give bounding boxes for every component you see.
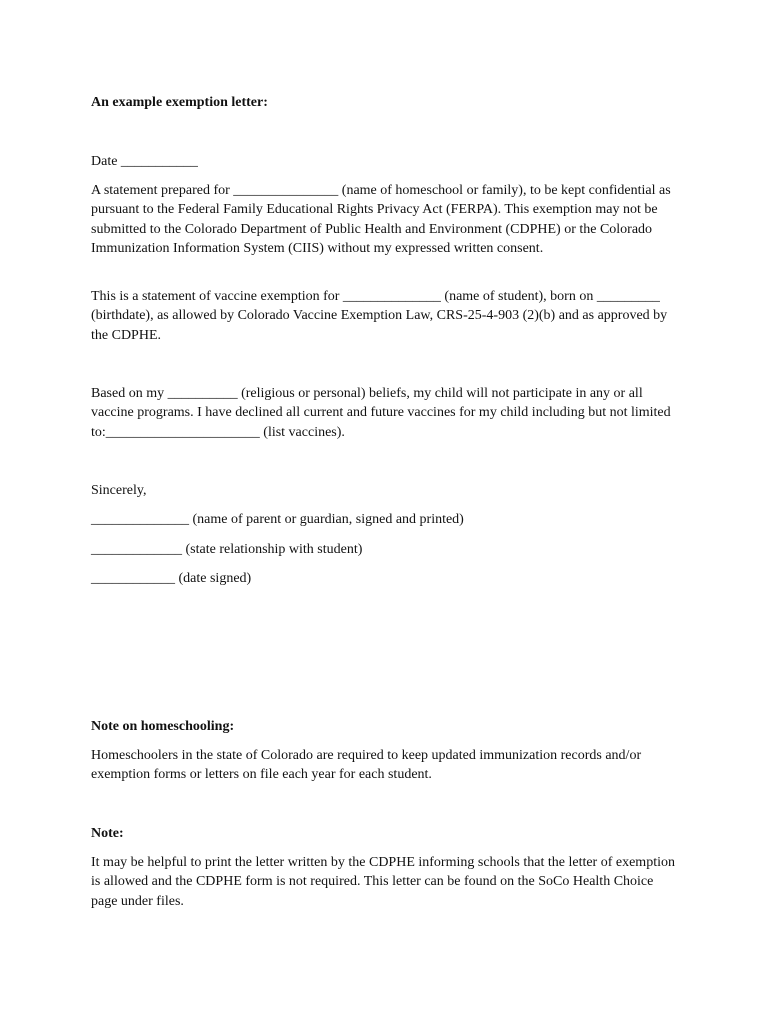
closing: Sincerely, bbox=[91, 483, 147, 498]
note-heading: Note: bbox=[91, 826, 124, 841]
paragraph-beliefs: Based on my __________ (religious or personal) beliefs, my child will not participate in any or all vaccine programs. I have declined all current and future vaccines for my child including but not limited to:______________________ (list vaccines). bbox=[91, 386, 675, 440]
signature-line: ______________ (name of parent or guardian, signed and printed) bbox=[91, 512, 464, 527]
date-signed-line: ____________ (date signed) bbox=[91, 571, 252, 586]
letter-heading: An example exemption letter: bbox=[91, 95, 268, 110]
homeschool-note-text: Homeschoolers in the state of Colorado are required to keep updated immunization records and/or exemption forms or letters on file each year for each student. bbox=[91, 748, 645, 783]
date-line: Date ___________ bbox=[91, 154, 198, 169]
paragraph-exemption-statement: This is a statement of vaccine exemption for ______________ (name of student), born on _________ (birthdate), as allowed by Colorado Vaccine Exemption Law, CRS-25-4-903 (2)(b) and as approved by the CDPHE. bbox=[91, 289, 671, 343]
note-text: It may be helpful to print the letter written by the CDPHE informing schools that the letter of exemption is allowed and the CDPHE form is not required. This letter can be found on the SoCo Health Choice page under files. bbox=[91, 855, 679, 909]
homeschool-note-heading: Note on homeschooling: bbox=[91, 719, 235, 734]
paragraph-confidentiality: A statement prepared for _______________ (name of homeschool or family), to be kept confidential as pursuant to the Federal Family Educational Rights Privacy Act (FERPA). This exemption may not be submitted to the Colorado Department of Public Health and Environment (CDPHE) or the Colorado Immunization Information System (CIIS) without my expressed written consent. bbox=[91, 183, 675, 256]
relationship-line: _____________ (state relationship with student) bbox=[91, 542, 363, 557]
